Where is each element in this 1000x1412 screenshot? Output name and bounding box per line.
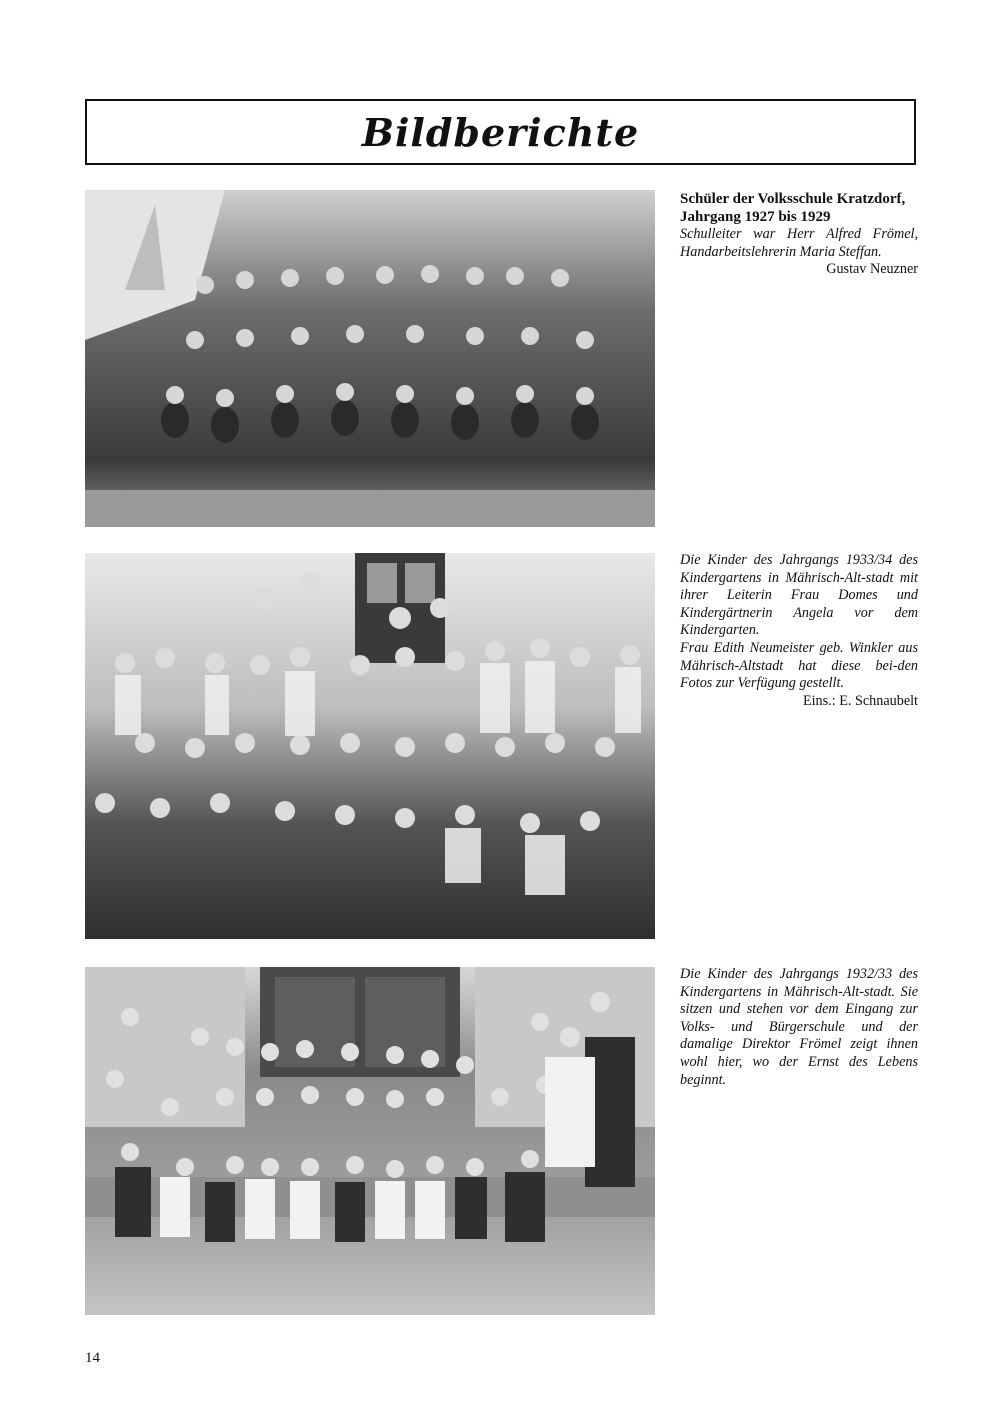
caption-kindergarten-1933: [680, 552, 918, 710]
caption-body: Schulleiter war Herr Alfred Frömel, Handarbeitslehrerin Maria Steffan.: [680, 226, 918, 260]
caption-body: Die Kinder des Jahrgangs 1932/33 des Kindergartens in Mährisch-Alt-stadt. Sie sitzen und stehen vor dem Eingang zur Volks- und Bürgerschule und der damalige Direktor Frömel zeigt ihnen wohl hier, wo der Ernst des Lebens beginnt.: [680, 966, 918, 1088]
caption-body-2: Frau Edith Neumeister geb. Winkler aus Mährisch-Altstadt hat diese bei-den Fotos zur Verfügung gestellt.: [680, 639, 918, 692]
caption-kindergarten-1932: [680, 966, 918, 1089]
photo-kindergarten-1933: [85, 553, 655, 939]
caption-school-class: [680, 190, 918, 279]
photo-school-class-image: [85, 190, 655, 527]
photo-kindergarten-1932-image: [85, 967, 655, 1315]
photo-kindergarten-1932: [85, 967, 655, 1315]
caption-title: Schüler der Volksschule Kratzdorf, Jahrgang 1927 bis 1929: [680, 191, 906, 225]
caption-author: Gustav Neuzner: [826, 261, 918, 278]
photo-school-class: [85, 190, 655, 527]
page-title: Bildberichte: [361, 109, 640, 155]
page-number: 14: [85, 1350, 100, 1366]
header-box: [85, 99, 916, 165]
photo-kindergarten-1933-image: [85, 553, 655, 939]
caption-body: Die Kinder des Jahrgangs 1933/34 des Kindergartens in Mährisch-Alt-stadt mit ihrer Leiterin Frau Domes und Kindergärtnerin Angela vor dem Kindergarten.: [680, 552, 918, 639]
caption-author: Eins.: E. Schnaubelt: [802, 692, 918, 709]
